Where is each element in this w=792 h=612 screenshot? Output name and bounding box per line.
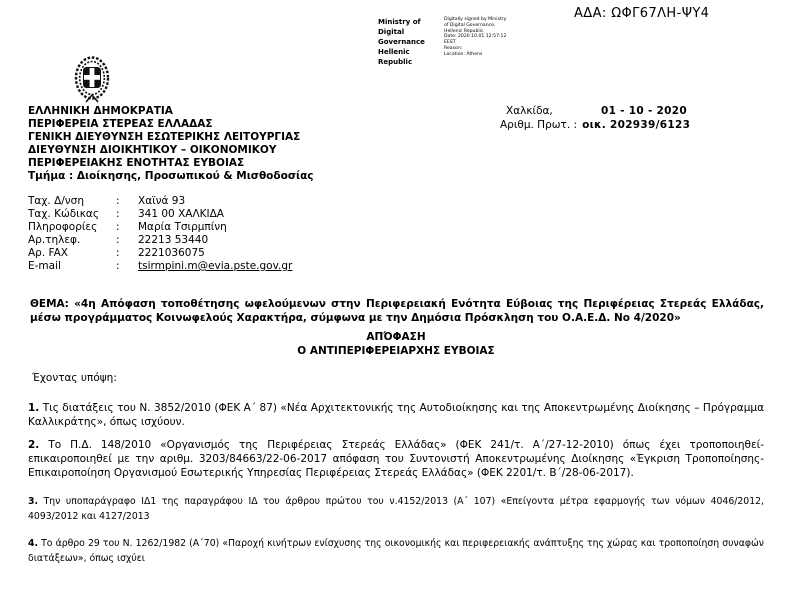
item-text: Την υποπαράγραφο ΙΔ1 της παραγράφου ΙΔ του άρθρου πρώτου του ν.4152/2013 (Α΄ 107) «Επείγοντα μέτρα εφαρμογής των νόμων 4046/2012, 4093/2012 και 4127/2013	[28, 496, 764, 523]
signature-detail-line: Digitally signed by Ministry	[444, 17, 507, 22]
contact-row	[28, 208, 292, 221]
contact-label: Αρ. FAX	[28, 247, 68, 259]
issuing-authority-block	[28, 105, 314, 183]
signature-detail-line: Reason:	[444, 45, 463, 51]
reference-block	[500, 105, 690, 132]
contact-value: Μαρία Τσιρμπίνη	[138, 221, 227, 233]
signature-details	[444, 17, 539, 67]
item-number: 3.	[28, 496, 39, 508]
contact-value: 341 00 ΧΑΛΚΙΔΑ	[138, 208, 224, 220]
subject-label: ΘΕΜΑ:	[30, 298, 69, 310]
contact-row	[28, 234, 292, 247]
digital-signature-stamp	[378, 17, 539, 67]
decision-heading	[0, 330, 792, 358]
date-row	[500, 105, 690, 119]
legal-item	[28, 536, 764, 566]
contact-label: Πληροφορίες	[28, 221, 98, 233]
ministry-line: Ministry of Digital	[378, 18, 421, 36]
contact-row	[28, 195, 292, 208]
contact-colon: :	[116, 208, 120, 220]
contact-colon: :	[116, 195, 120, 207]
preamble-text: Έχοντας υπόψη:	[32, 372, 117, 384]
contact-table	[28, 195, 292, 273]
contact-value: Χαϊνά 93	[138, 195, 186, 207]
item-number: 2.	[28, 438, 40, 451]
national-emblem-icon	[72, 55, 112, 105]
authority-line: ΕΛΛΗΝΙΚΗ ΔΗΜΟΚΡΑΤΙΑ	[28, 105, 173, 117]
city-label: Χαλκίδα,	[506, 105, 553, 117]
authority-line: ΓΕΝΙΚΗ ΔΙΕΥΘΥΝΣΗ ΕΣΩΤΕΡΙΚΗΣ ΛΕΙΤΟΥΡΓΙΑΣ	[28, 131, 301, 143]
contact-label: Αρ.τηλεφ.	[28, 234, 81, 246]
contact-colon: :	[116, 260, 120, 272]
contact-value: 22213 53440	[138, 234, 209, 246]
contact-colon: :	[116, 234, 120, 246]
contact-value: 2221036075	[138, 247, 205, 259]
authority-line: ΠΕΡΙΦΕΡΕΙΑΚΗΣ ΕΝΟΤΗΤΑΣ ΕΥΒΟΙΑΣ	[28, 157, 245, 169]
contact-label: Ταχ. Κώδικας	[28, 208, 100, 220]
contact-label: E-mail	[28, 260, 61, 272]
signature-ministry-name	[378, 17, 438, 67]
ada-number: ΑΔΑ: ΩΦΓ67ΛΗ-ΨΥ4	[574, 6, 710, 21]
item-number: 4.	[28, 538, 39, 550]
signature-detail-line: Hellenic Republic	[444, 28, 484, 34]
authority-line: Τμήμα : Διοίκησης, Προσωπικού & Μισθοδοσίας	[28, 170, 314, 182]
contact-colon: :	[116, 221, 120, 233]
signature-detail-line: Location: Athens	[444, 51, 483, 57]
legal-item	[28, 438, 764, 480]
authority-line: ΠΕΡΙΦΕΡΕΙΑ ΣΤΕΡΕΑΣ ΕΛΛΑΔΑΣ	[28, 118, 213, 130]
protocol-number: οικ. 202939/6123	[582, 118, 691, 131]
item-number: 1.	[28, 401, 40, 414]
legal-item	[28, 494, 764, 524]
legal-item	[28, 401, 764, 429]
subject-text: «4η Απόφαση τοποθέτησης ωφελούμενων στην Περιφερειακή Ενότητα Εύβοιας της Περιφέρειας Στερεάς Ελλάδας, μέσω προγράμματος Κοινωφελούς Χαρακτήρα, σύμφωνα με την Δημόσια Πρόσκληση του Ο.Α.Ε.Δ. Νο 4/2020»	[30, 298, 764, 324]
signature-detail-line: Date: 2020.10.01 12:57:12	[444, 34, 507, 40]
contact-label: Ταχ. Δ/νση	[28, 195, 84, 207]
authority-line: ΔΙΕΥΘΥΝΣΗ ΔΙΟΙΚΗΤΙΚΟΥ – ΟΙΚΟΝΟΜΙΚΟΥ	[28, 144, 277, 156]
contact-row	[28, 260, 292, 273]
decision-subtitle: Ο ΑΝΤΙΠΕΡΙΦΕΡΕΙΑΡΧΗΣ ΕΥΒΟΙΑΣ	[297, 345, 495, 357]
protocol-row	[500, 119, 690, 133]
contact-colon: :	[116, 247, 120, 259]
signature-detail-line: of Digital Governance,	[444, 22, 496, 28]
document-date: 01 - 10 - 2020	[601, 105, 687, 117]
item-text: Το άρθρο 29 του Ν. 1262/1982 (Α΄70) «Παροχή κινήτρων ενίσχυσης της οικονομικής και περιφερειακής ανάπτυξης της χώρας και τροποποίηση συναφών διατάξεων», όπως ισχύει	[28, 538, 764, 565]
contact-row	[28, 221, 292, 234]
signature-detail-line: EEST	[444, 40, 456, 46]
item-text: Τις διατάξεις του Ν. 3852/2010 (ΦΕΚ Α΄ 87) «Νέα Αρχιτεκτονικής της Αυτοδιοίκησης και της Αποκεντρωμένης Διοίκησης – Πρόγραμμα Καλλικράτης», όπως ισχύουν.	[28, 401, 764, 428]
email-link[interactable]: tsirmpini.m@evia.pste.gov.gr	[138, 260, 293, 272]
ministry-line: Governance	[378, 38, 425, 46]
ministry-line: Hellenic Republic	[378, 48, 413, 66]
contact-row	[28, 247, 292, 260]
protocol-label: Αριθμ. Πρωτ. :	[500, 118, 578, 131]
subject-paragraph	[30, 297, 764, 325]
item-text: Το Π.Δ. 148/2010 «Οργανισμός της Περιφέρειας Στερεάς Ελλάδας» (ΦΕΚ 241/τ. Α΄/27-12-2010) όπως έχει τροποποιηθεί- επικαιροποιηθεί με την αριθμ. 3203/84663/22-06-2017 απόφαση του Συντονιστή Αποκεντρωμένης Διοίκησης «Έγκριση Τροποποίησης- Επικαιροποίηση Οργανισμού Εσωτερικής Υπηρεσίας Περιφέρειας Στερεάς Ελλάδας» (ΦΕΚ 2201/τ. Β΄/28-06-2017).	[28, 438, 764, 479]
decision-title: ΑΠΌΦΑΣΗ	[366, 331, 426, 343]
